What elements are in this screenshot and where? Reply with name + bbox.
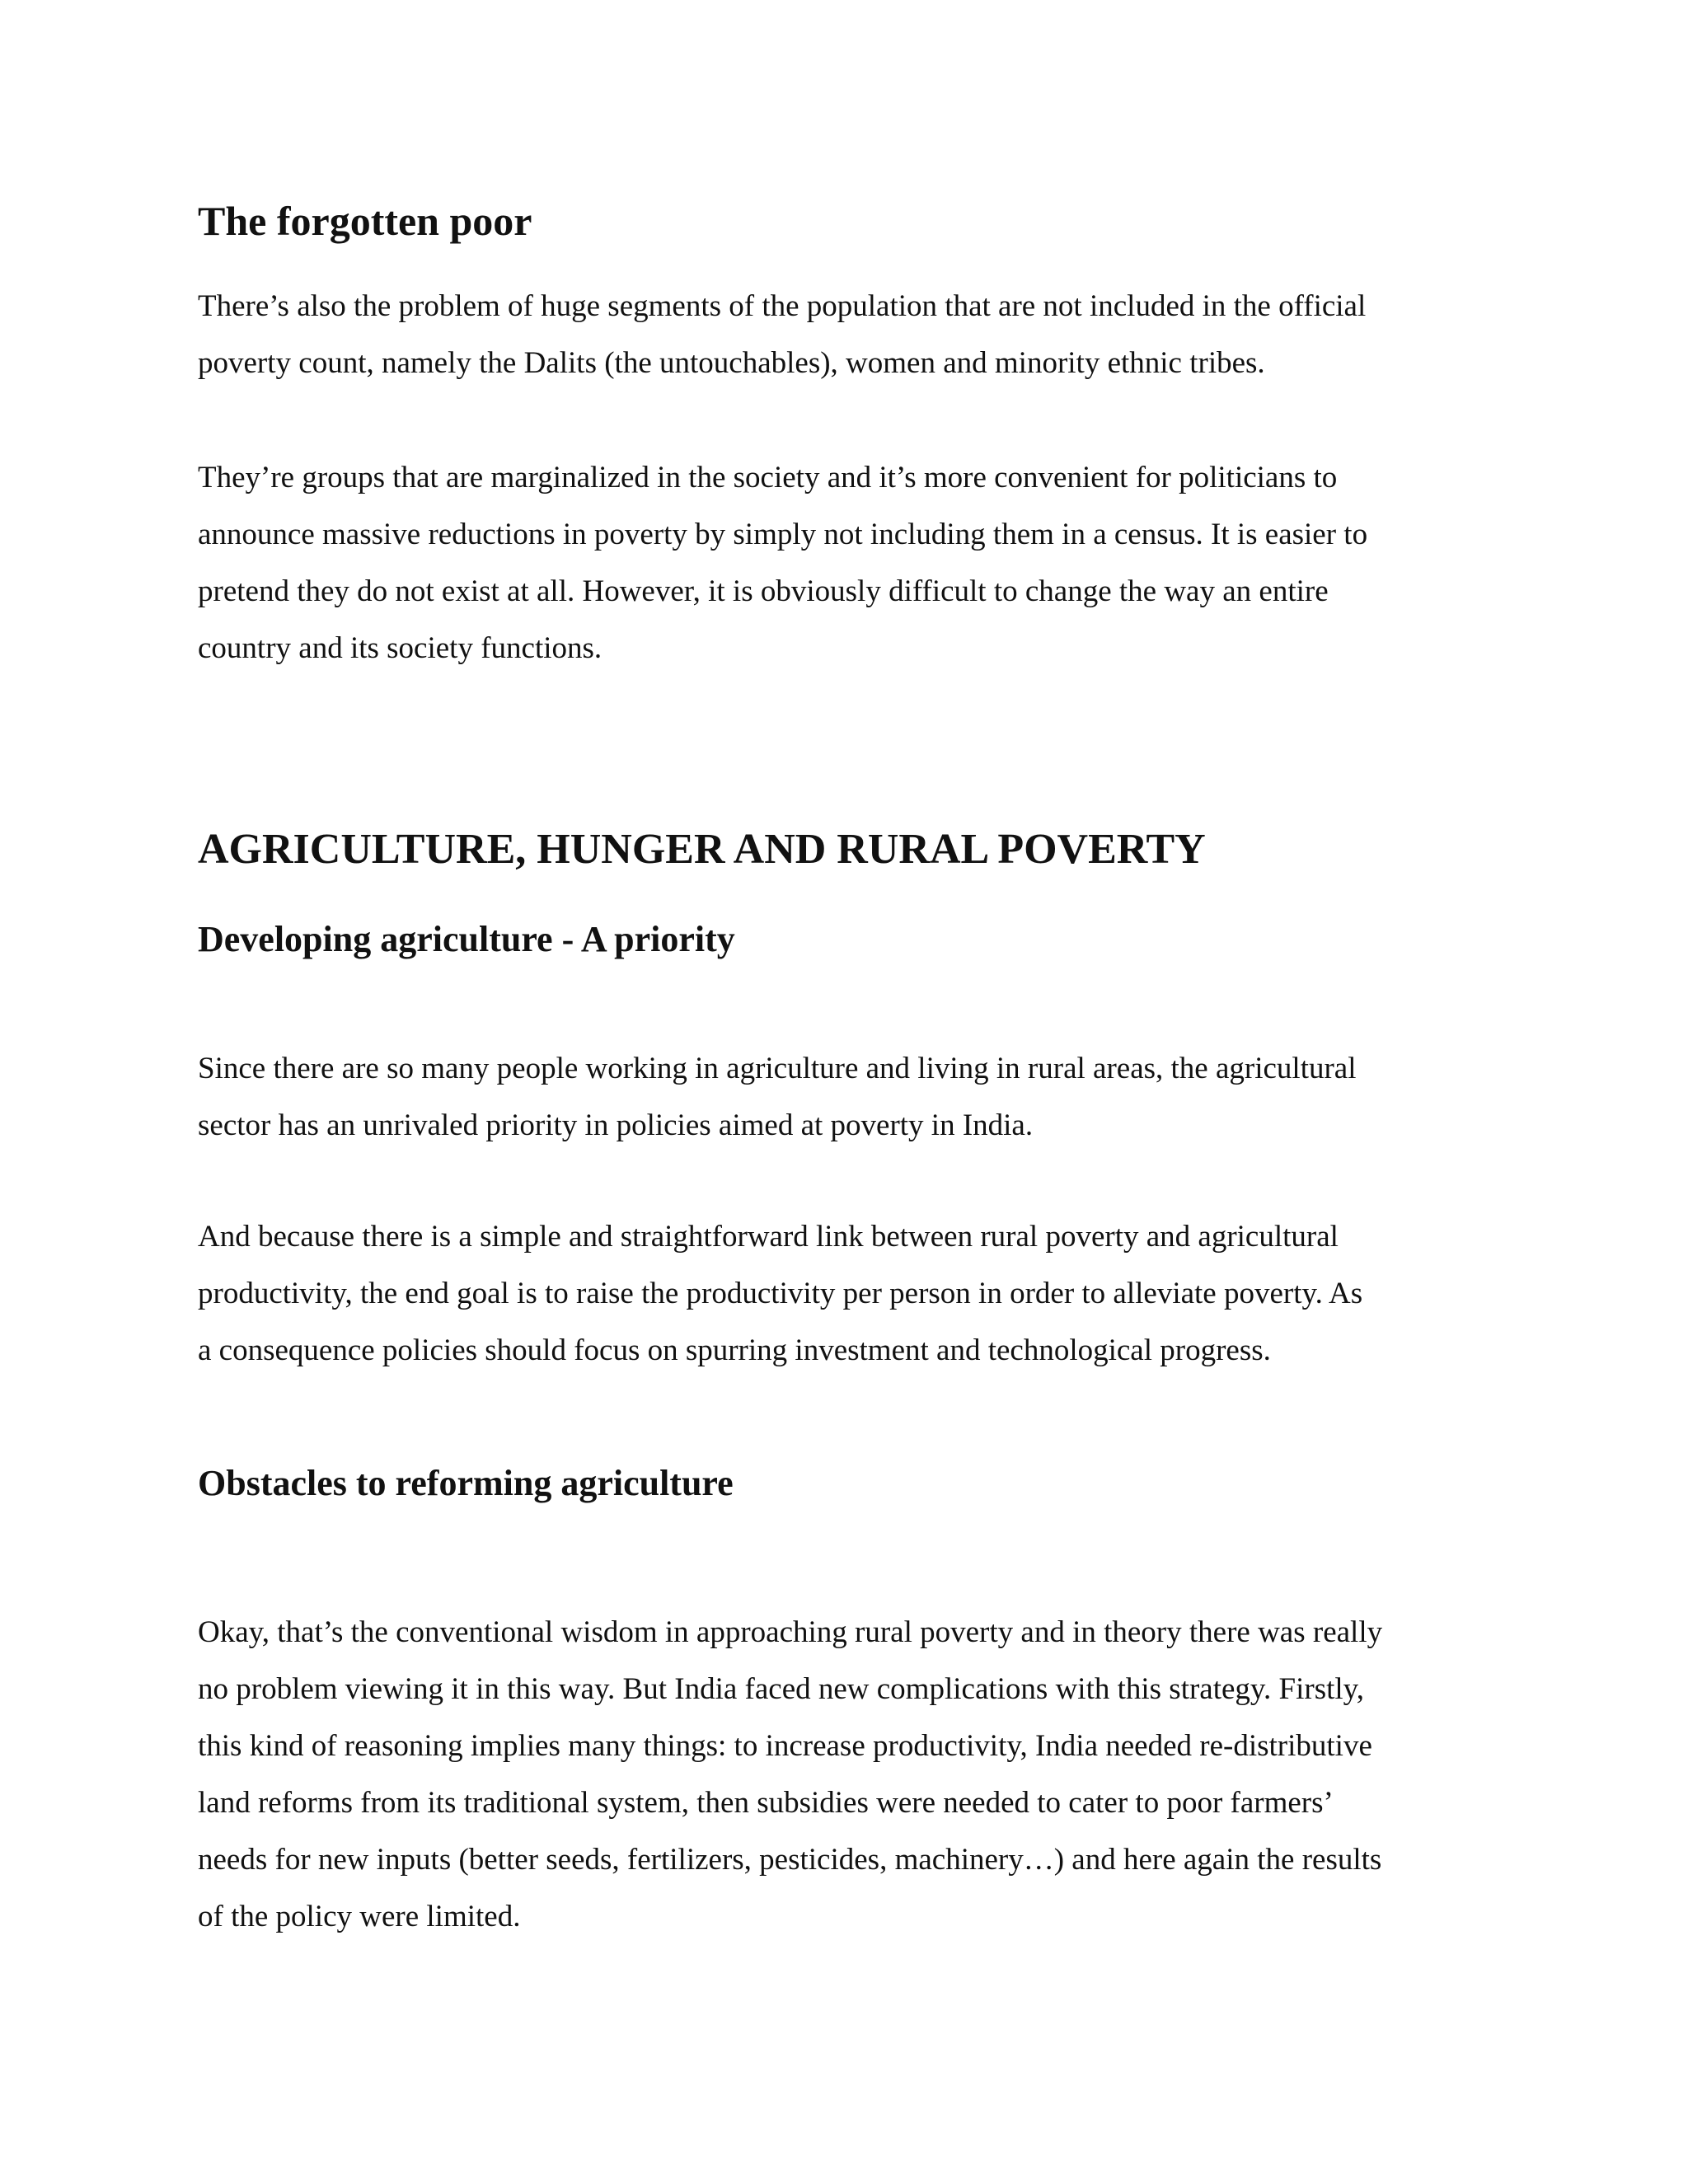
text-line: productivity, the end goal is to raise the productivity per person in order to alleviate poverty. As bbox=[198, 1277, 1363, 1310]
text-line: land reforms from its traditional system, then subsidies were needed to cater to poor farmers’ bbox=[198, 1786, 1334, 1820]
text-line: a consequence policies should focus on spurring investment and technological progress. bbox=[198, 1333, 1271, 1367]
paragraph-obstacles-agriculture bbox=[198, 1604, 1500, 1945]
text-line: this kind of reasoning implies many things: to increase productivity, India needed re-distributive bbox=[198, 1729, 1372, 1763]
text-line: And because there is a simple and straightforward link between rural poverty and agricultural bbox=[198, 1220, 1339, 1254]
text-line: There’s also the problem of huge segments of the population that are not included in the official bbox=[198, 289, 1367, 323]
paragraph-developing-agriculture-2 bbox=[198, 1208, 1500, 1379]
section-heading-agriculture: AGRICULTURE, HUNGER AND RURAL POVERTY bbox=[198, 826, 1206, 873]
text-line: country and its society functions. bbox=[198, 631, 603, 665]
text-line: sector has an unrivaled priority in policies aimed at poverty in India. bbox=[198, 1108, 1034, 1142]
text-line: Okay, that’s the conventional wisdom in approaching rural poverty and in theory there was really bbox=[198, 1615, 1383, 1649]
text-line: announce massive reductions in poverty by simply not including them in a census. It is easier to bbox=[198, 518, 1368, 551]
text-line: needs for new inputs (better seeds, fertilizers, pesticides, machinery…) and here again the results bbox=[198, 1843, 1382, 1877]
paragraph-developing-agriculture-1 bbox=[198, 1040, 1500, 1154]
text-line: pretend they do not exist at all. However, it is obviously difficult to change the way an entire bbox=[198, 574, 1329, 608]
text-line: poverty count, namely the Dalits (the untouchables), women and minority ethnic tribes. bbox=[198, 346, 1265, 380]
text-line: of the policy were limited. bbox=[198, 1900, 521, 1933]
text-line: Since there are so many people working in agriculture and living in rural areas, the agricultural bbox=[198, 1052, 1357, 1085]
paragraph-forgotten-poor-1 bbox=[198, 278, 1500, 391]
paragraph-forgotten-poor-2 bbox=[198, 449, 1500, 677]
text-line: no problem viewing it in this way. But India faced new complications with this strategy. Firstly, bbox=[198, 1672, 1365, 1706]
section-heading-forgotten-poor: The forgotten poor bbox=[198, 198, 532, 244]
subheading-developing-agriculture: Developing agriculture - A priority bbox=[198, 919, 735, 959]
subheading-obstacles-agriculture: Obstacles to reforming agriculture bbox=[198, 1463, 734, 1503]
text-line: They’re groups that are marginalized in the society and it’s more convenient for politicians to bbox=[198, 461, 1338, 494]
